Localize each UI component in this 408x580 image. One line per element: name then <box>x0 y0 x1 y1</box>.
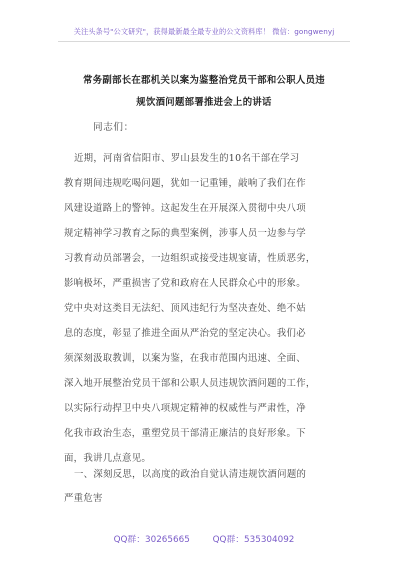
header-promo-note: 关注头条号"公文研究"，获得最新最全最专业的公文资料库！ 微信：gongwenyj <box>73 27 335 36</box>
footer-qq-group-2: QQ群：535304092 <box>212 535 295 545</box>
body-line: 教育期间违规吃喝问题，犹如一记重锤，敲响了我们在作 <box>64 178 306 189</box>
body-line: 近期，河南省信阳市、罗山县发生的10名干部在学习 <box>74 153 300 164</box>
salutation: 同志们： <box>93 122 134 133</box>
body-line: 深入地开展整治党员干部和公职人员违规饮酒问题的工作， <box>64 378 316 389</box>
body-line: 规定精神学习教育之际的典型案例，涉事人员一边参与学 <box>64 228 306 239</box>
footer-contact <box>0 532 408 545</box>
body-line: 习教育动员部署会，一边组织或接受违规宴请，性质恶劣， <box>64 253 316 264</box>
footer-qq-group-1: QQ群：30265665 <box>113 535 190 545</box>
body-line: 息的态度，彰显了推进全面从严治党的坚定决心。我们必 <box>64 328 306 339</box>
document-title <box>62 70 346 114</box>
body-line: 以实际行动捍卫中央八项规定精神的权威性与严肃性，净 <box>64 403 306 414</box>
body-line: 党中央对这类目无法纪、顶风违纪行为坚决查处、绝不姑 <box>64 303 306 314</box>
title-line-1: 常务副部长在郡机关以案为鉴整治党员干部和公职人员违 <box>83 75 325 86</box>
section-heading-line-1: 一、深刻反思，以高度的政治自觉认清违规饮酒问题的 <box>74 469 307 480</box>
body-line: 化我市政治生态，重塑党员干部清正廉洁的良好形象。下 <box>64 428 306 439</box>
body-line: 风建设道路上的警钟。这起发生在开展深入贯彻中央八项 <box>64 203 306 214</box>
body-line: 面，我讲几点意见。 <box>64 453 152 464</box>
body-line: 影响极坏，严重损害了党和政府在人民群众心中的形象。 <box>64 278 306 289</box>
title-line-2: 规饮酒问题部署推进会上的讲话 <box>136 97 272 108</box>
section-heading-line-2: 严重危害 <box>64 493 103 504</box>
header-divider <box>58 41 350 42</box>
body-line: 须深刻汲取教训，以案为鉴，在我市范围内迅速、全面、 <box>64 353 306 364</box>
